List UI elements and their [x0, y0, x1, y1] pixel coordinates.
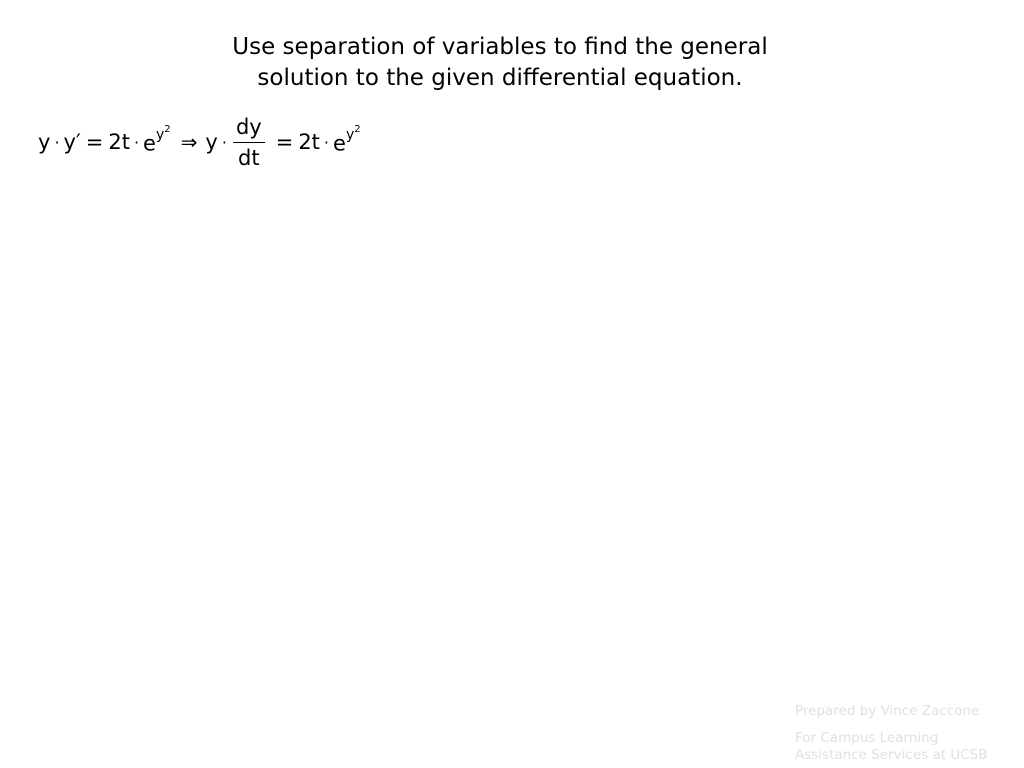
- eq-y-prime: y′: [63, 130, 81, 154]
- eq-exponent-power: 2: [164, 123, 171, 135]
- differential-equation: [38, 112, 361, 172]
- eq-exponent: [155, 123, 171, 144]
- eq-dot: ·: [323, 132, 330, 152]
- eq-exponent-power: 2: [354, 123, 361, 135]
- derivative-fraction: [233, 114, 265, 171]
- eq-exponent-base: y: [155, 127, 165, 144]
- eq-exponential: [143, 123, 171, 156]
- eq-2t: 2t: [298, 130, 320, 154]
- eq-equals: =: [275, 130, 294, 154]
- eq-dot: ·: [133, 132, 140, 152]
- eq-exponent: [345, 123, 361, 144]
- eq-2t: 2t: [108, 130, 130, 154]
- eq-exponent-base: y: [345, 127, 355, 144]
- fraction-denominator: dt: [238, 145, 260, 170]
- problem-statement-line-1: Use separation of variables to find the general: [232, 34, 768, 60]
- eq-equals: =: [85, 130, 104, 154]
- eq-exponential: [333, 123, 361, 156]
- problem-statement: [180, 32, 820, 94]
- prepared-by-text: Prepared by Vince Zaccone: [795, 703, 980, 719]
- eq-e: e: [333, 131, 346, 156]
- eq-y: y: [38, 130, 51, 154]
- credit-footer: [795, 703, 1010, 764]
- fraction-numerator: dy: [233, 114, 265, 143]
- eq-e: e: [143, 131, 156, 156]
- eq-dot: ·: [221, 132, 227, 152]
- eq-y: y: [205, 130, 218, 154]
- affiliation-text: For Campus Learning Assistance Services at UCSB: [795, 730, 988, 763]
- problem-statement-line-2: solution to the given differential equation.: [257, 65, 743, 91]
- implies-arrow: ⇒: [180, 130, 198, 154]
- eq-dot: ·: [54, 132, 60, 152]
